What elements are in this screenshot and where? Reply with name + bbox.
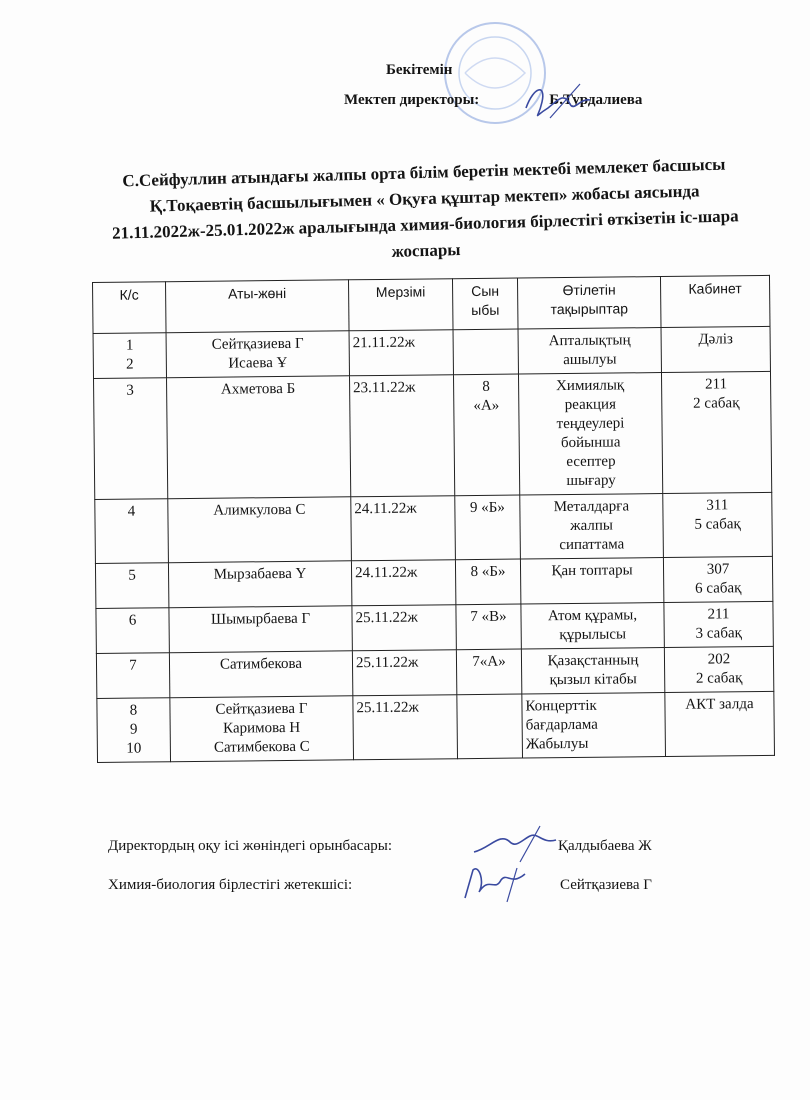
event-plan-table [92, 275, 775, 763]
cell-name: Ахметова Б [167, 376, 351, 499]
table-row [93, 326, 770, 378]
cell-room: 307 6 сабақ [663, 556, 772, 602]
cell-date: 24.11.22ж [351, 496, 456, 561]
cell-topic: Апталықтың ашылуы [518, 328, 661, 374]
col-header-num: К/с [93, 282, 167, 334]
cell-topic: Атом құрамы, құрылысы [521, 603, 664, 649]
cell-num: 6 [96, 608, 169, 654]
cell-num: 8 9 10 [97, 698, 171, 763]
cell-room: 311 5 сабақ [663, 492, 773, 557]
col-header-name: Аты-жөні [166, 280, 350, 333]
deputy-label: Директордың оқу ісі жөніндегі орынбасары: [108, 838, 393, 854]
table-row [96, 646, 773, 698]
cell-date: 25.11.22ж [352, 605, 456, 651]
cell-num: 7 [96, 653, 169, 699]
table-row [95, 492, 773, 563]
cell-topic: Концерттік бағдарлама Жабылуы [522, 693, 666, 758]
cell-topic: Металдарға жалпы сипаттама [520, 494, 664, 559]
cell-num: 1 2 [93, 333, 166, 379]
cell-name: Сатимбекова [169, 651, 352, 698]
cell-grade: 8 «А» [453, 374, 519, 496]
cell-name: Шымырбаева Г [169, 606, 352, 653]
cell-date: 23.11.22ж [349, 375, 454, 497]
col-header-grade: Сын ыбы [452, 278, 518, 330]
cell-room: Дәліз [661, 326, 770, 372]
cell-num: 3 [94, 378, 168, 500]
approve-label: Бекітемін [386, 62, 453, 78]
head-signature-icon [455, 862, 535, 907]
cell-num: 5 [95, 563, 168, 609]
director-label: Мектеп директоры: [344, 92, 480, 108]
head-name: Сейтқазиева Г [560, 877, 652, 893]
table-row [97, 691, 775, 762]
col-header-room: Кабинет [660, 275, 770, 327]
cell-date: 25.11.22ж [352, 650, 456, 696]
cell-topic: Қан топтары [520, 558, 663, 604]
document-title: С.Сейфуллин атындағы жалпы орта білім беретін мектебі мемлекет басшысы Қ.Тоқаевтің басшылығымен « Оқуға құштар мектеп» жобасы аясында 21.11.2022ж-25.01.2022ж аралығында химия-биология бірлестігі өткізетін іс-шара жоспары [111, 154, 739, 261]
cell-name: Сейтқазиева Г Каримова Н Сатимбекова С [170, 696, 354, 762]
table-row [94, 371, 772, 499]
table-row [96, 601, 773, 653]
cell-topic: Қазақстанның қызыл кітабы [521, 648, 664, 694]
cell-room: 211 3 сабақ [664, 601, 773, 647]
cell-name: Мырзабаева Ү [168, 561, 351, 608]
director-name: Б.Турдалиева [549, 92, 643, 108]
cell-grade: 7 «В» [456, 604, 521, 650]
deputy-name: Қалдыбаева Ж [558, 838, 652, 854]
cell-date: 24.11.22ж [351, 560, 455, 606]
cell-date: 21.11.22ж [349, 330, 453, 376]
head-label: Химия-биология бірлестігі жетекшісі: [108, 877, 353, 893]
cell-grade: 7«А» [456, 649, 521, 695]
cell-grade [453, 329, 518, 375]
cell-grade: 8 «Б» [455, 559, 520, 605]
cell-room: АКТ залда [665, 691, 775, 756]
cell-name: Сейтқазиева Г Исаева Ұ [166, 331, 349, 378]
cell-grade [457, 694, 523, 759]
cell-room: 211 2 сабақ [661, 371, 771, 493]
cell-room: 202 2 сабақ [664, 646, 773, 692]
table-header-row [93, 275, 770, 333]
cell-topic: Химиялық реакция теңдеулері бойынша есептер шығару [518, 373, 662, 495]
cell-grade: 9 «Б» [455, 495, 521, 560]
cell-num: 4 [95, 499, 169, 564]
deputy-signature-icon [470, 822, 560, 867]
col-header-topic: Өтілетін тақырыптар [517, 277, 661, 329]
table-row [95, 556, 772, 608]
cell-name: Алимкулова С [168, 497, 352, 563]
col-header-date: Мерзімі [348, 279, 453, 331]
director-signature-icon [520, 78, 598, 126]
cell-date: 25.11.22ж [353, 695, 458, 760]
